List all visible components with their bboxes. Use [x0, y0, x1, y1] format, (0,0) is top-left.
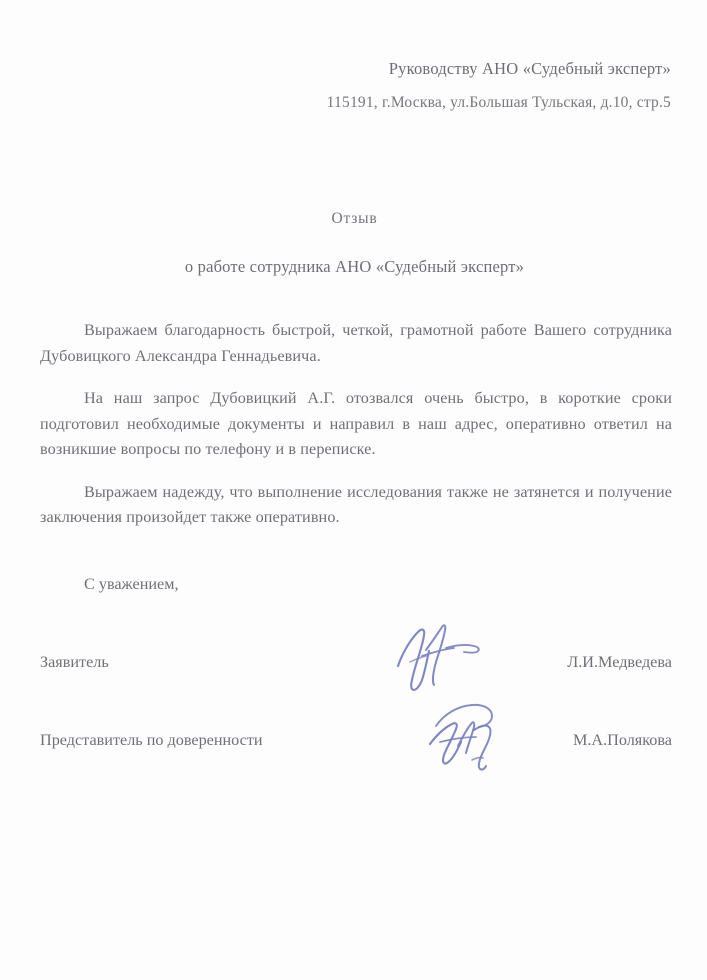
- body-paragraph: Выражаем благодарность быстрой, четкой, грамотной работе Вашего сотрудника Дубовицкого Александра Геннадьевича.: [40, 321, 672, 365]
- body-paragraph: На наш запрос Дубовицкий А.Г. отозвался очень быстро, в короткие сроки подготовил необходимые документы и направил в наш адрес, оперативно ответил на возникшие вопросы по телефону и в переписке.: [40, 389, 672, 458]
- signature-role: Представитель по доверенности: [40, 731, 263, 749]
- signature-name: М.А.Полякова: [572, 731, 672, 749]
- document-title: Отзыв: [331, 210, 378, 227]
- recipient-line: Руководству АНО «Судебный эксперт»: [388, 59, 671, 78]
- signature-row: [40, 648, 672, 678]
- letter-header: [38, 52, 671, 120]
- document-subtitle: о работе сотрудника АНО «Судебный эксперт»: [184, 257, 525, 276]
- document-body: [40, 318, 672, 531]
- recipient-address-line: 115191, г.Москва, ул.Большая Тульская, д.10, стр.5: [326, 94, 671, 111]
- signature-name: Л.И.Медведева: [567, 653, 672, 671]
- title-block: [38, 208, 671, 278]
- body-paragraph: Выражаем надежду, что выполнение исследования также не затянется и получение заключения произойдет также оперативно.: [40, 482, 672, 526]
- signature-role: Заявитель: [40, 653, 109, 671]
- signature-row: [40, 726, 672, 756]
- closing-salutation: С уважением,: [84, 575, 179, 593]
